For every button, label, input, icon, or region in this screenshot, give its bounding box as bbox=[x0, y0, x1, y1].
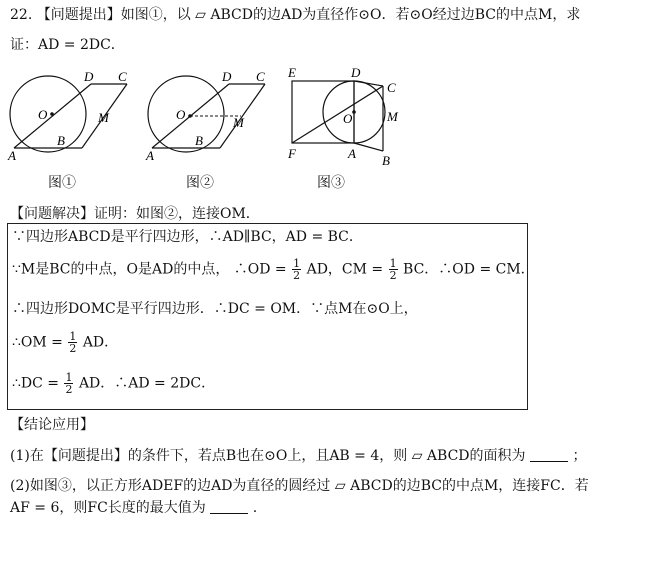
fraction-half: $\frac{1}{2}$ bbox=[389, 257, 397, 282]
svg-text:M: M bbox=[233, 115, 244, 130]
svg-text:D: D bbox=[351, 65, 361, 80]
question-1-end: ； bbox=[572, 448, 587, 464]
proof-line-5-end: AD．∴AD = 2DC． bbox=[78, 375, 216, 392]
proof-line-4-om: ∴OM = bbox=[12, 334, 63, 351]
proof-line-4 bbox=[12, 331, 118, 354]
svg-text:B: B bbox=[195, 133, 203, 148]
proof-line-5 bbox=[12, 372, 215, 395]
proof-line-3: ∴四边形DOMC是平行四边形．∴DC = OM．∵点M在⊙O上， bbox=[12, 301, 418, 317]
svg-text:C: C bbox=[256, 69, 265, 84]
proof-line-2 bbox=[12, 258, 535, 281]
svg-text:M: M bbox=[98, 110, 109, 125]
fraction-half: $\frac{1}{2}$ bbox=[293, 257, 301, 282]
svg-text:O: O bbox=[343, 111, 353, 126]
proof-line-5-dc: ∴DC = bbox=[12, 375, 60, 392]
svg-text:B: B bbox=[57, 133, 65, 148]
proof-line-1: ∵四边形ABCD是平行四边形，∴AD∥BC，AD = BC． bbox=[12, 229, 363, 245]
fraction-half: $\frac{1}{2}$ bbox=[65, 371, 73, 396]
proof-line-4-ad: AD． bbox=[82, 334, 119, 351]
svg-text:C: C bbox=[387, 80, 396, 95]
svg-text:D: D bbox=[222, 69, 232, 84]
figure-2-caption: 图② bbox=[186, 175, 214, 191]
question-2-line-2 bbox=[10, 497, 257, 517]
fraction-half: $\frac{1}{2}$ bbox=[69, 330, 77, 355]
question-2-line-1: (2)如图③，以正方形ADEF的边AD为直径的圆经过 ▱ ABCD的边BC的中点M，连接FC．若 bbox=[10, 478, 589, 494]
answer-blank-1[interactable] bbox=[530, 449, 568, 462]
conclusion-header: 【结论应用】 bbox=[10, 417, 94, 433]
svg-text:A: A bbox=[146, 148, 154, 163]
proof-line-2-end: BC．∴OD = CM． bbox=[403, 261, 535, 278]
svg-text:A: A bbox=[348, 146, 356, 161]
figure-1-diagram bbox=[5, 62, 140, 167]
answer-blank-2[interactable] bbox=[210, 501, 248, 514]
svg-text:O: O bbox=[176, 107, 186, 122]
svg-text:A: A bbox=[8, 148, 16, 163]
svg-text:O: O bbox=[38, 107, 48, 122]
svg-text:D: D bbox=[84, 69, 94, 84]
svg-text:M: M bbox=[387, 109, 398, 124]
proof-line-2-od: ∴OD = bbox=[233, 261, 287, 278]
svg-text:B: B bbox=[382, 153, 390, 168]
proof-line-2-cond: ∵M是BC的中点，O是AD的中点， bbox=[12, 261, 230, 278]
figure-1-caption: 图① bbox=[48, 175, 76, 191]
question-1 bbox=[10, 445, 586, 465]
problem-line-1: 22. 【问题提出】如图①，以 ▱ ABCD的边AD为直径作⊙O．若⊙O经过边BC的中点M，求 bbox=[10, 7, 581, 23]
svg-text:E: E bbox=[288, 65, 296, 80]
problem-line-2: 证：AD = 2DC． bbox=[10, 37, 125, 53]
solve-header: 【问题解决】证明：如图②，连接OM． bbox=[10, 206, 260, 222]
figure-3-diagram bbox=[282, 62, 412, 170]
svg-text:F: F bbox=[288, 146, 296, 161]
proof-line-2-cm: AD，CM = bbox=[306, 261, 384, 278]
question-2-end: . bbox=[252, 500, 258, 516]
question-1-text: (1)在【问题提出】的条件下，若点B也在⊙O上，且AB = 4，则 ▱ ABCD的面积为 bbox=[10, 448, 526, 464]
figure-2-diagram bbox=[143, 62, 278, 167]
question-2-text: AF = 6，则FC长度的最大值为 bbox=[10, 500, 206, 516]
figure-3-caption: 图③ bbox=[317, 175, 345, 191]
svg-text:C: C bbox=[118, 69, 127, 84]
